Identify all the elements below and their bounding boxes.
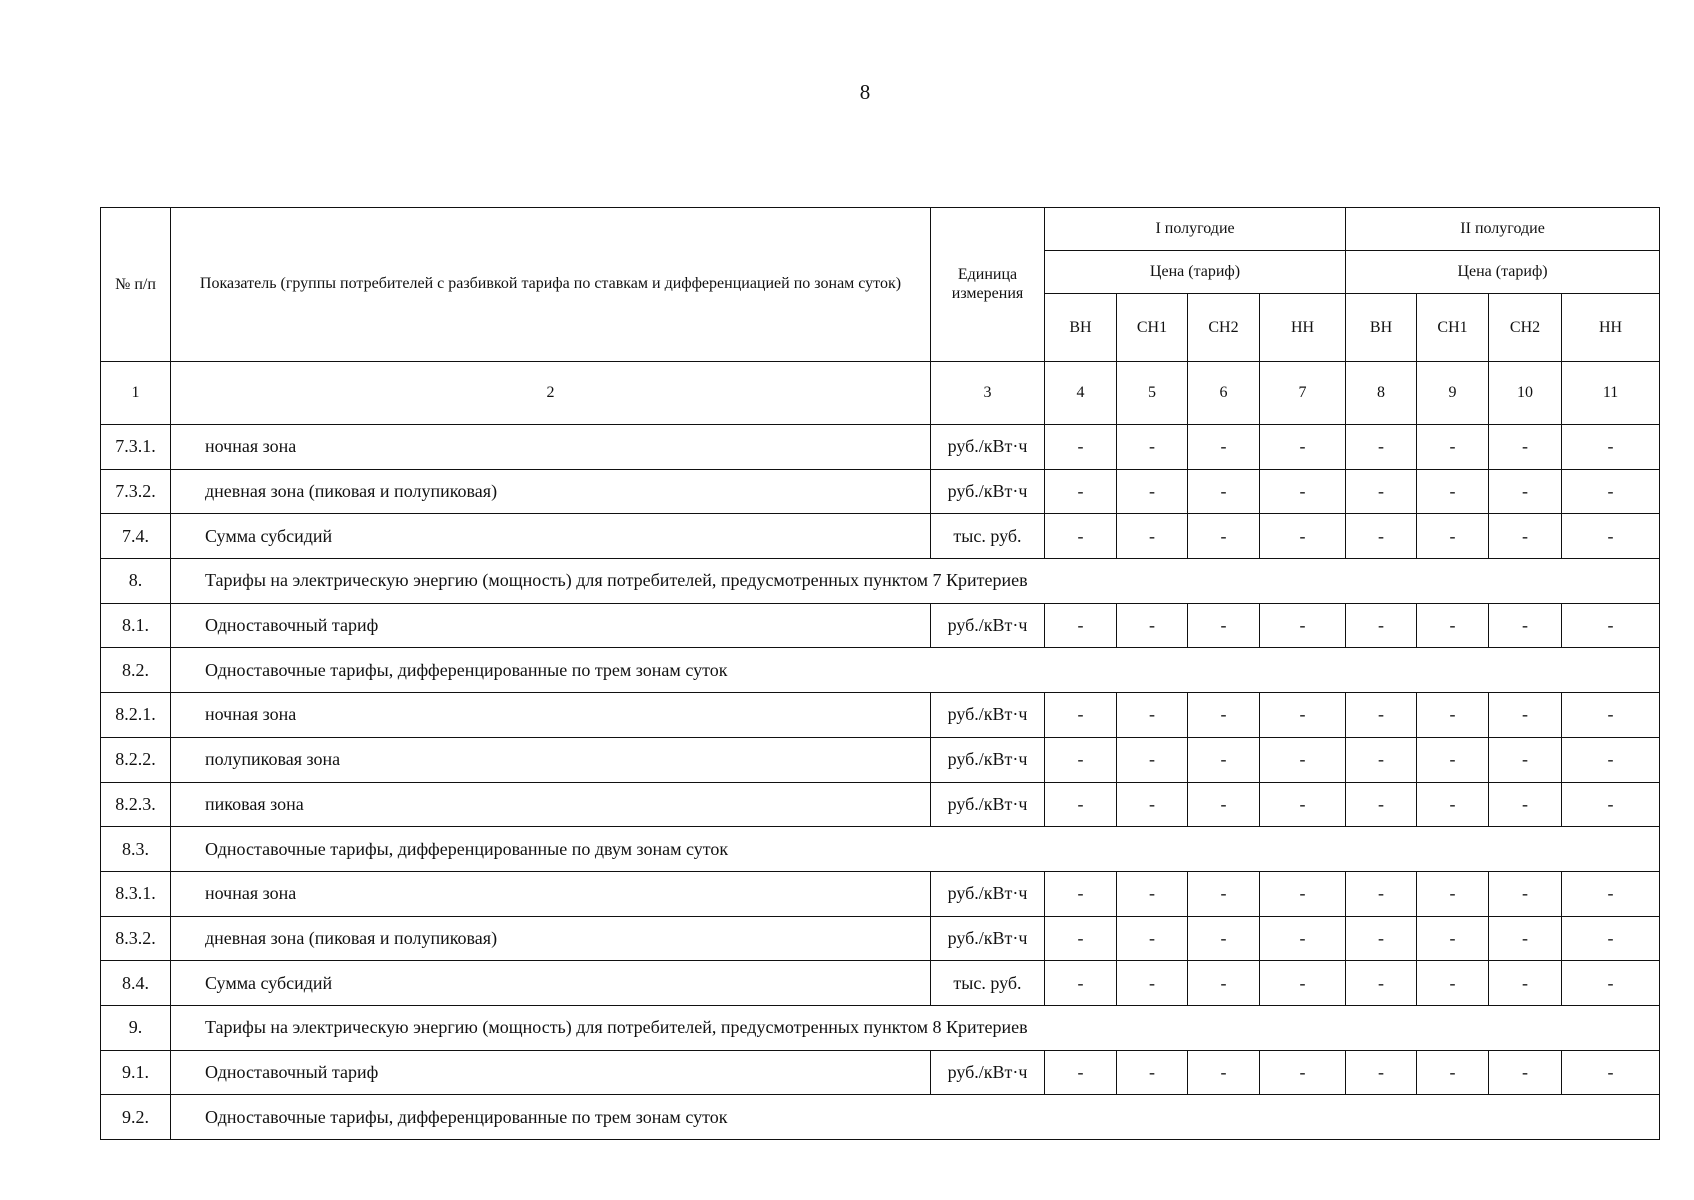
row-number: 8.2.1. (101, 693, 171, 738)
table-header (101, 208, 1660, 425)
indicator-name: пиковая зона (171, 782, 931, 827)
table-body (101, 425, 1660, 1140)
tariff-value: - (1346, 693, 1417, 738)
tariff-value: - (1188, 693, 1260, 738)
tariff-value: - (1346, 737, 1417, 782)
tariff-value: - (1045, 693, 1117, 738)
tariff-value: - (1260, 782, 1346, 827)
tariff-value: - (1417, 693, 1489, 738)
tariff-value: - (1562, 603, 1660, 648)
tariff-value: - (1260, 603, 1346, 648)
column-number: 10 (1489, 362, 1562, 425)
indicator-name: Сумма субсидий (171, 514, 931, 559)
section-row (101, 559, 1660, 604)
tariff-value: - (1562, 782, 1660, 827)
tariff-value: - (1117, 603, 1188, 648)
tariff-value: - (1417, 916, 1489, 961)
column-number: 9 (1417, 362, 1489, 425)
tariff-value: - (1188, 425, 1260, 470)
table-row (101, 469, 1660, 514)
tariff-value: - (1346, 1050, 1417, 1095)
tariff-value: - (1417, 1050, 1489, 1095)
first-half-header: I полугодие (1045, 208, 1346, 251)
tariff-value: - (1045, 916, 1117, 961)
tariff-value: - (1489, 737, 1562, 782)
unit-cell: руб./кВт·ч (931, 603, 1045, 648)
second-half-price-header: Цена (тариф) (1346, 251, 1660, 294)
tariff-value: - (1346, 961, 1417, 1006)
table-row (101, 514, 1660, 559)
row-number: 8.3.2. (101, 916, 171, 961)
tariff-value: - (1562, 961, 1660, 1006)
tariff-value: - (1417, 425, 1489, 470)
row-number: 7.3.2. (101, 469, 171, 514)
column-number: 6 (1188, 362, 1260, 425)
voltage-level-header: НН (1562, 294, 1660, 362)
tariff-value: - (1117, 469, 1188, 514)
row-number: 7.4. (101, 514, 171, 559)
tariff-value: - (1489, 693, 1562, 738)
tariff-value: - (1562, 693, 1660, 738)
tariff-value: - (1260, 1050, 1346, 1095)
row-number: 8.2.2. (101, 737, 171, 782)
tariff-value: - (1489, 469, 1562, 514)
tariff-value: - (1417, 737, 1489, 782)
section-title: Одноставочные тарифы, дифференцированные по двум зонам суток (171, 827, 1660, 872)
tariff-value: - (1562, 1050, 1660, 1095)
tariff-value: - (1346, 916, 1417, 961)
unit-cell: руб./кВт·ч (931, 737, 1045, 782)
tariff-value: - (1562, 916, 1660, 961)
tariff-value: - (1417, 469, 1489, 514)
voltage-level-header: СН2 (1489, 294, 1562, 362)
column-number: 7 (1260, 362, 1346, 425)
tariff-value: - (1562, 871, 1660, 916)
tariff-value: - (1562, 514, 1660, 559)
tariff-value: - (1260, 737, 1346, 782)
row-number: 7.3.1. (101, 425, 171, 470)
unit-cell: тыс. руб. (931, 961, 1045, 1006)
section-row (101, 1005, 1660, 1050)
row-number: 8.4. (101, 961, 171, 1006)
row-number: 8.3. (101, 827, 171, 872)
tariff-value: - (1417, 782, 1489, 827)
table-row (101, 961, 1660, 1006)
table-row (101, 425, 1660, 470)
section-title: Тарифы на электрическую энергию (мощность) для потребителей, предусмотренных пунктом 7 Критериев (171, 559, 1660, 604)
table-row (101, 693, 1660, 738)
tariff-value: - (1117, 693, 1188, 738)
table-row (101, 737, 1660, 782)
tariff-value: - (1188, 737, 1260, 782)
column-number: 5 (1117, 362, 1188, 425)
column-number: 11 (1562, 362, 1660, 425)
tariff-value: - (1489, 782, 1562, 827)
indicator-name: полупиковая зона (171, 737, 931, 782)
section-row (101, 648, 1660, 693)
tariff-value: - (1417, 603, 1489, 648)
tariff-value: - (1188, 1050, 1260, 1095)
tariff-value: - (1260, 916, 1346, 961)
indicator-name: Одноставочный тариф (171, 603, 931, 648)
indicator-name: дневная зона (пиковая и полупиковая) (171, 469, 931, 514)
section-row (101, 827, 1660, 872)
voltage-level-header: СН1 (1417, 294, 1489, 362)
indicator-name: ночная зона (171, 693, 931, 738)
voltage-level-header: ВН (1045, 294, 1117, 362)
tariff-value: - (1417, 871, 1489, 916)
unit-cell: руб./кВт·ч (931, 425, 1045, 470)
first-half-price-header: Цена (тариф) (1045, 251, 1346, 294)
tariff-value: - (1045, 871, 1117, 916)
tariff-value: - (1489, 916, 1562, 961)
row-number: 8.1. (101, 603, 171, 648)
indicator-name: ночная зона (171, 425, 931, 470)
tariff-value: - (1045, 425, 1117, 470)
tariff-value: - (1188, 469, 1260, 514)
column-numbers-row (101, 362, 1660, 425)
tariff-value: - (1045, 469, 1117, 514)
column-number: 3 (931, 362, 1045, 425)
tariff-value: - (1489, 425, 1562, 470)
tariff-value: - (1417, 514, 1489, 559)
tariff-value: - (1045, 737, 1117, 782)
section-title: Одноставочные тарифы, дифференцированные по трем зонам суток (171, 1095, 1660, 1140)
voltage-level-header: СН2 (1188, 294, 1260, 362)
tariff-value: - (1117, 425, 1188, 470)
tariff-value: - (1045, 782, 1117, 827)
row-number: 8.2.3. (101, 782, 171, 827)
column-number: 4 (1045, 362, 1117, 425)
unit-cell: руб./кВт·ч (931, 693, 1045, 738)
unit-cell: руб./кВт·ч (931, 871, 1045, 916)
indicator-name: ночная зона (171, 871, 931, 916)
page-number: 8 (859, 80, 871, 104)
tariff-value: - (1188, 782, 1260, 827)
tariff-value: - (1260, 514, 1346, 559)
table-row (101, 603, 1660, 648)
unit-cell: руб./кВт·ч (931, 916, 1045, 961)
row-number: 8.3.1. (101, 871, 171, 916)
tariff-value: - (1346, 469, 1417, 514)
section-title: Тарифы на электрическую энергию (мощность) для потребителей, предусмотренных пунктом 8 Критериев (171, 1005, 1660, 1050)
tariff-value: - (1489, 514, 1562, 559)
row-number: 9.1. (101, 1050, 171, 1095)
voltage-level-header: СН1 (1117, 294, 1188, 362)
tariff-value: - (1045, 514, 1117, 559)
tariff-value: - (1562, 425, 1660, 470)
tariff-value: - (1489, 871, 1562, 916)
tariff-value: - (1260, 693, 1346, 738)
tariff-value: - (1117, 1050, 1188, 1095)
tariff-value: - (1260, 425, 1346, 470)
tariff-value: - (1045, 603, 1117, 648)
tariff-value: - (1260, 469, 1346, 514)
row-number: 9.2. (101, 1095, 171, 1140)
tariff-value: - (1562, 469, 1660, 514)
table-row (101, 871, 1660, 916)
tariff-value: - (1188, 961, 1260, 1006)
voltage-level-header: ВН (1346, 294, 1417, 362)
tariff-value: - (1188, 514, 1260, 559)
tariff-value: - (1188, 603, 1260, 648)
column-number: 2 (171, 362, 931, 425)
row-number: 8.2. (101, 648, 171, 693)
column-number: 8 (1346, 362, 1417, 425)
tariff-value: - (1346, 782, 1417, 827)
table-row (101, 1050, 1660, 1095)
indicator-name: Сумма субсидий (171, 961, 931, 1006)
tariff-value: - (1117, 916, 1188, 961)
indicator-name: Одноставочный тариф (171, 1050, 931, 1095)
tariff-table (100, 207, 1660, 1140)
tariff-value: - (1045, 1050, 1117, 1095)
second-half-header: II полугодие (1346, 208, 1660, 251)
tariff-value: - (1045, 961, 1117, 1006)
section-title: Одноставочные тарифы, дифференцированные по трем зонам суток (171, 648, 1660, 693)
tariff-value: - (1346, 514, 1417, 559)
tariff-value: - (1489, 961, 1562, 1006)
section-row (101, 1095, 1660, 1140)
tariff-value: - (1562, 737, 1660, 782)
tariff-value: - (1346, 425, 1417, 470)
tariff-value: - (1260, 871, 1346, 916)
tariff-value: - (1117, 514, 1188, 559)
num-column-header: № п/п (101, 208, 171, 362)
unit-cell: руб./кВт·ч (931, 469, 1045, 514)
column-number: 1 (101, 362, 171, 425)
table-row (101, 916, 1660, 961)
tariff-value: - (1417, 961, 1489, 1006)
tariff-value: - (1489, 1050, 1562, 1095)
unit-cell: руб./кВт·ч (931, 1050, 1045, 1095)
tariff-value: - (1117, 871, 1188, 916)
voltage-level-header: НН (1260, 294, 1346, 362)
tariff-value: - (1346, 603, 1417, 648)
tariff-value: - (1188, 916, 1260, 961)
tariff-value: - (1260, 961, 1346, 1006)
tariff-value: - (1117, 737, 1188, 782)
table-row (101, 782, 1660, 827)
row-number: 9. (101, 1005, 171, 1050)
unit-cell: руб./кВт·ч (931, 782, 1045, 827)
tariff-value: - (1188, 871, 1260, 916)
indicator-name: дневная зона (пиковая и полупиковая) (171, 916, 931, 961)
tariff-value: - (1117, 961, 1188, 1006)
tariff-value: - (1346, 871, 1417, 916)
tariff-value: - (1117, 782, 1188, 827)
unit-cell: тыс. руб. (931, 514, 1045, 559)
indicator-column-header: Показатель (группы потребителей с разбивкой тарифа по ставкам и дифференциацией по зонам суток) (171, 208, 931, 362)
unit-column-header: Единица измерения (931, 208, 1045, 362)
tariff-value: - (1489, 603, 1562, 648)
row-number: 8. (101, 559, 171, 604)
